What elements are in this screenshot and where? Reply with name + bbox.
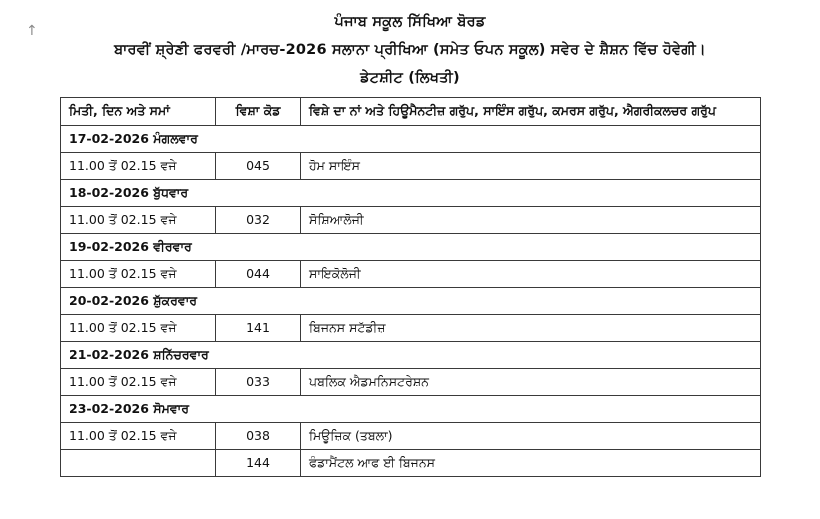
subject-code-cell: 044 bbox=[216, 260, 301, 287]
subject-code-cell: 144 bbox=[216, 449, 301, 476]
table-row bbox=[61, 314, 761, 341]
table-row bbox=[61, 341, 761, 368]
table-row bbox=[61, 395, 761, 422]
subject-code-cell: 032 bbox=[216, 206, 301, 233]
column-header-subject-code: ਵਿਸ਼ਾ ਕੋਡ bbox=[216, 98, 301, 125]
date-cell: 20-02-2026 ਸ਼ੁੱਕਰਵਾਰ bbox=[61, 287, 761, 314]
column-header-subject-name: ਵਿਸ਼ੇ ਦਾ ਨਾਂ ਅਤੇ ਹਿਊਮੈਨਟੀਜ਼ ਗਰੁੱਪ, ਸਾਇੰਸ ਗਰੁੱਪ, ਕਮਰਸ ਗਰੁੱਪ, ਐਗਰੀਕਲਚਰ ਗਰੁੱਪ bbox=[301, 98, 761, 125]
margin-mark-icon: ↑ bbox=[26, 23, 38, 39]
table-row bbox=[61, 422, 761, 449]
table-row bbox=[61, 260, 761, 287]
date-cell: 17-02-2026 ਮੰਗਲਵਾਰ bbox=[61, 125, 761, 152]
exam-time-cell: 11.00 ਤੋਂ 02.15 ਵਜੇ bbox=[61, 152, 216, 179]
table-row bbox=[61, 287, 761, 314]
exam-description: ਬਾਰਵੀਂ ਸ਼੍ਰੇਣੀ ਫਰਵਰੀ /ਮਾਰਚ-2026 ਸਲਾਨਾ ਪ੍ਰੀਖਿਆ (ਸਮੇਤ ਓਪਨ ਸਕੂਲ) ਸਵੇਰ ਦੇ ਸ਼ੈਸ਼ਨ ਵਿੱਚ ਹੋਵੇਗੀ। bbox=[114, 41, 706, 58]
table-body bbox=[61, 125, 761, 476]
table-header bbox=[61, 98, 761, 125]
date-cell: 18-02-2026 ਬੁੱਧਵਾਰ bbox=[61, 179, 761, 206]
exam-time-cell: 11.00 ਤੋਂ 02.15 ਵਜੇ bbox=[61, 422, 216, 449]
document-header bbox=[0, 0, 820, 89]
exam-time-cell bbox=[61, 449, 216, 476]
exam-time-cell: 11.00 ਤੋਂ 02.15 ਵਜੇ bbox=[61, 206, 216, 233]
date-cell: 23-02-2026 ਸੋਮਵਾਰ bbox=[61, 395, 761, 422]
table-header-row bbox=[61, 98, 761, 125]
subject-name-cell: ਹੋਮ ਸਾਇੰਸ bbox=[301, 152, 761, 179]
table-row bbox=[61, 233, 761, 260]
exam-time-cell: 11.00 ਤੋਂ 02.15 ਵਜੇ bbox=[61, 368, 216, 395]
subject-name-cell: ਸਾਇਕੋਲੋਜੀ bbox=[301, 260, 761, 287]
subject-name-cell: ਮਿਊਜ਼ਿਕ (ਤਬਲਾ) bbox=[301, 422, 761, 449]
column-header-datetime: ਮਿਤੀ, ਦਿਨ ਅਤੇ ਸਮਾਂ bbox=[61, 98, 216, 125]
table-row bbox=[61, 125, 761, 152]
subject-code-cell: 045 bbox=[216, 152, 301, 179]
table-row bbox=[61, 449, 761, 476]
exam-time-cell: 11.00 ਤੋਂ 02.15 ਵਜੇ bbox=[61, 314, 216, 341]
subject-name-cell: ਸੋਸ਼ਿਆਲੋਜੀ bbox=[301, 206, 761, 233]
subject-name-cell: ਬਿਜਨਸ ਸਟੱਡੀਜ਼ bbox=[301, 314, 761, 341]
datesheet-table-wrapper bbox=[60, 97, 760, 476]
table-row bbox=[61, 206, 761, 233]
table-row bbox=[61, 179, 761, 206]
table-row bbox=[61, 152, 761, 179]
subject-name-cell: ਫੰਡਾਮੈਂਟਲ ਆਫ ਈ ਬਿਜਨਸ bbox=[301, 449, 761, 476]
board-name: ਪੰਜਾਬ ਸਕੂਲ ਸਿੱਖਿਆ ਬੋਰਡ bbox=[334, 14, 486, 30]
subject-name-cell: ਪਬਲਿਕ ਐਡਮਨਿਸਟਰੇਸ਼ਨ bbox=[301, 368, 761, 395]
exam-time-cell: 11.00 ਤੋਂ 02.15 ਵਜੇ bbox=[61, 260, 216, 287]
date-cell: 21-02-2026 ਸ਼ਨਿੱਚਰਵਾਰ bbox=[61, 341, 761, 368]
subject-code-cell: 038 bbox=[216, 422, 301, 449]
subject-code-cell: 033 bbox=[216, 368, 301, 395]
table-row bbox=[61, 368, 761, 395]
sheet-title: ਡੇਟਸ਼ੀਟ (ਲਿਖਤੀ) bbox=[360, 69, 460, 86]
datesheet-table bbox=[60, 97, 761, 476]
subject-code-cell: 141 bbox=[216, 314, 301, 341]
date-cell: 19-02-2026 ਵੀਰਵਾਰ bbox=[61, 233, 761, 260]
